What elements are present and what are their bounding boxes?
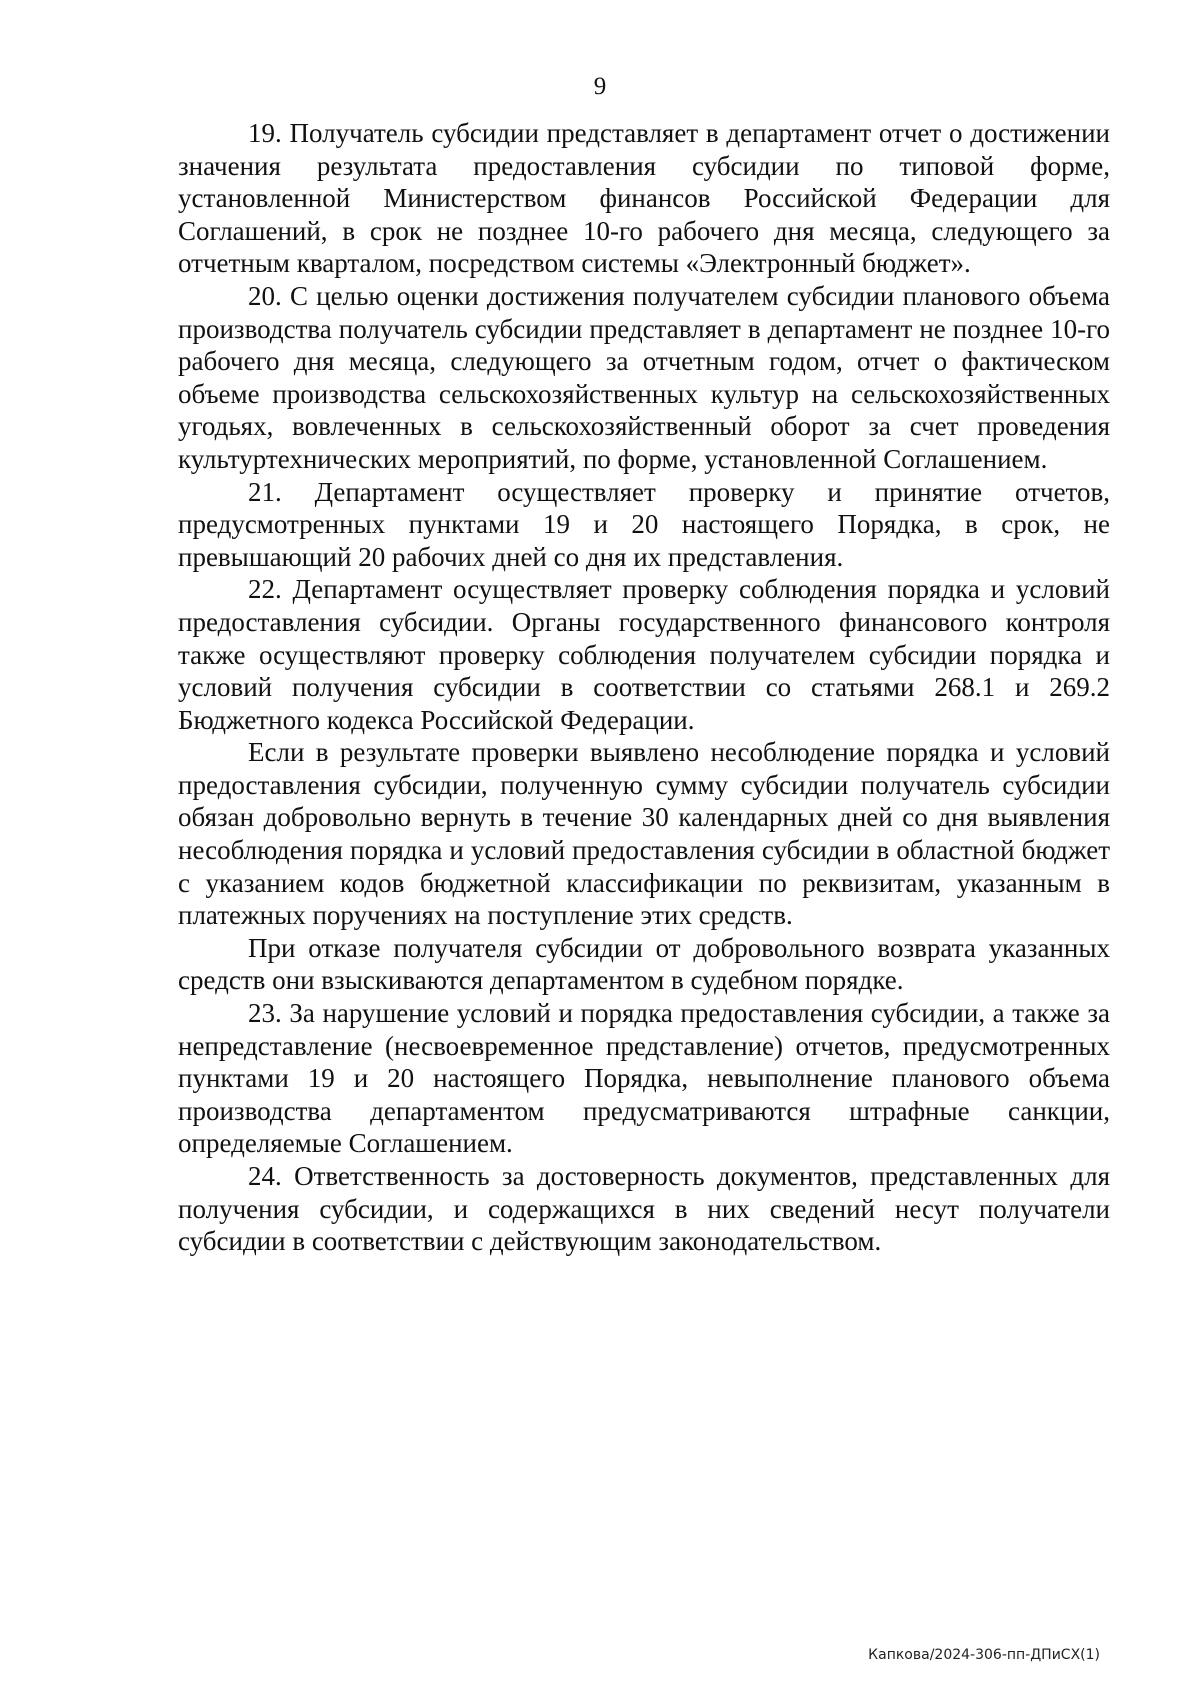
document-reference-id: Капкова/2024-306-пп-ДПиСХ(1) xyxy=(868,1647,1100,1663)
paragraph-22-refusal: При отказе получателя субсидии от добровольного возврата указанных средств они взыскиваются департаментом в судебном порядке. xyxy=(178,932,1110,996)
paragraph-22-violation: Если в результате проверки выявлено несоблюдение порядка и условий предоставления субсидии, полученную сумму субсидии получатель субсидии обязан добровольно вернуть в течение 30 календарных дней со дня выявления несоблюдения порядка и условий предоставления субсидии в областной бюджет с указанием кодов бюджетной классификации по реквизитам, указанным в платежных поручениях на поступление этих средств. xyxy=(178,737,1110,931)
paragraph-21: 21. Департамент осуществляет проверку и принятие отчетов, предусмотренных пунктами 19 и 20 настоящего Порядка, в срок, не превышающий 20 рабочих дней со дня их представления. xyxy=(178,476,1110,572)
paragraph-23: 23. За нарушение условий и порядка предоставления субсидии, а также за непредставление (несвоевременное представление) отчетов, предусмотренных пунктами 19 и 20 настоящего Порядка, невыполнение планового объема производства департаментом предусматриваются штрафные санкции, определяемые Соглашением. xyxy=(178,998,1110,1159)
paragraph-19: 19. Получатель субсидии представляет в департамент отчет о достижении значения результата предоставления субсидии по типовой форме, установленной Министерством финансов Российской Федерации для Соглашений, в срок не позднее 10-го рабочего дня месяца, следующего за отчетным кварталом, посредством системы «Электронный бюджет». xyxy=(178,118,1110,279)
paragraph-20: 20. С целью оценки достижения получателем субсидии планового объема производства получатель субсидии представляет в департамент не позднее 10-го рабочего дня месяца, следующего за отчетным годом, отчет о фактическом объеме производства сельскохозяйственных культур на сельскохозяйственных угодьях, вовлеченных в сельскохозяйственный оборот за счет проведения культуртехнических мероприятий, по форме, установленной Соглашением. xyxy=(178,280,1110,474)
document-body xyxy=(178,117,1110,1258)
page-number: 9 xyxy=(593,73,607,100)
paragraph-24: 24. Ответственность за достоверность документов, представленных для получения субсидии, и содержащихся в них сведений несут получатели субсидии в соответствии с действующим законодательством. xyxy=(178,1161,1110,1257)
paragraph-22: 22. Департамент осуществляет проверку соблюдения порядка и условий предоставления субсидии. Органы государственного финансового контроля также осуществляют проверку соблюдения получателем субсидии порядка и условий получения субсидии в соответствии со статьями 268.1 и 269.2 Бюджетного кодекса Российской Федерации. xyxy=(178,574,1110,735)
